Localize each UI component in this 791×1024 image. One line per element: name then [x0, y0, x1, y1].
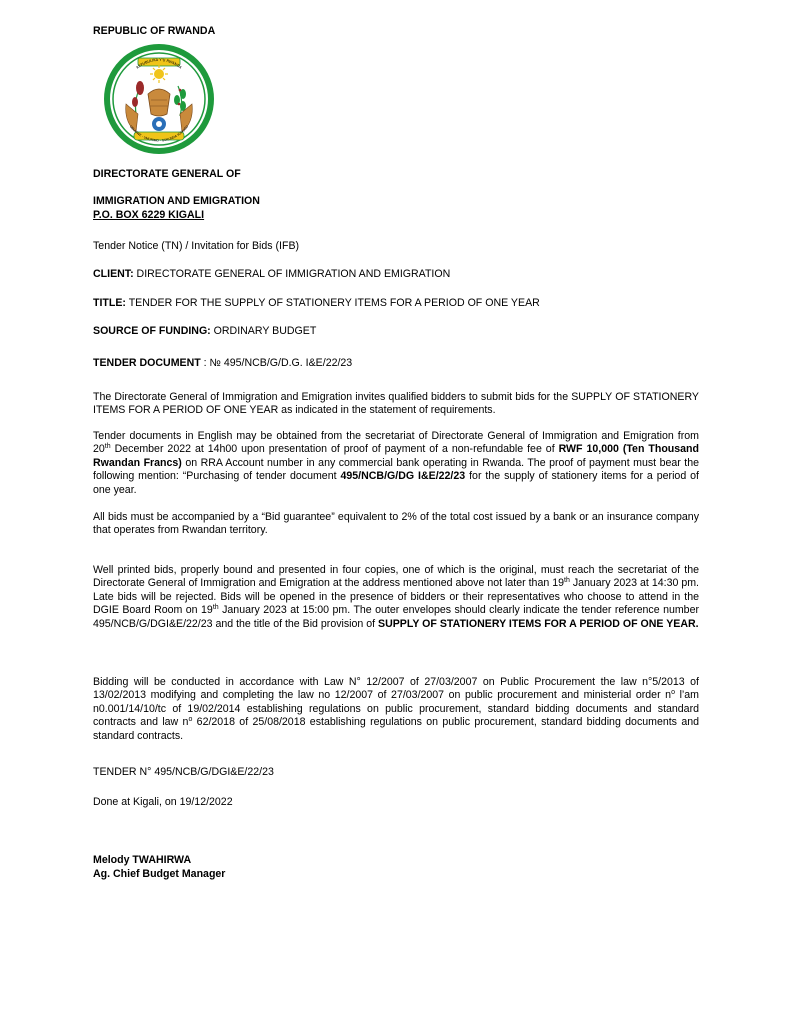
p2-text-a: Tender documents in English may be obtained from the secretariat of Directorate General of Immigration and Emigration from 20: [93, 430, 699, 456]
notice-type: Tender Notice (TN) / Invitation for Bids (IFB): [93, 240, 300, 252]
p4-bid-title: SUPPLY OF STATIONERY ITEMS FOR A PERIOD OF ONE YEAR.: [378, 617, 699, 630]
country-heading: REPUBLIC OF RWANDA: [93, 25, 216, 37]
paragraph-invitation: The Directorate General of Immigration and Emigration invites qualified bidders to submit bids for the SUPPLY OF STATIONERY ITEMS FOR A PERIOD OF ONE YEAR as indicated in the statement of requirements.: [93, 391, 699, 417]
tender-document-value: : № 495/NCB/G/D.G. I&E/22/23: [200, 357, 353, 369]
p2-text-b: December 2022 at 14h00 upon presentation of proof of payment of a non-refundable fee of: [110, 443, 559, 456]
client-label: CLIENT:: [93, 268, 134, 280]
client-line: [93, 268, 450, 281]
title-value: TENDER FOR THE SUPPLY OF STATIONERY ITEMS FOR A PERIOD OF ONE YEAR: [125, 297, 540, 309]
p2-text-c: on RRA Account number in any commercial bank operating in Rwanda. The proof of payment must bear the following mention: “Purchasing of tender document: [93, 456, 699, 483]
p5-sup-2: o: [188, 716, 193, 724]
p5-text-b: l’am n0.001/14/10/tc of 19/02/2014 establishing regulations on public procurement, standard bidding documents and standard contracts and law n: [93, 689, 699, 729]
p4-sup-2: th: [212, 604, 219, 612]
p4-sup-1: th: [564, 577, 570, 585]
svg-text:UBUMWE - UMURIMO - GUKUNDA IGI: UBUMWE - UMURIMO - GUKUNDA IGIHUGU: [128, 124, 190, 143]
directorate-line-1: DIRECTORATE GENERAL OF: [93, 168, 241, 180]
tender-document-label: TENDER DOCUMENT: [93, 357, 201, 369]
p5-sup-1: o: [671, 689, 675, 697]
p4-text-c: January 2023 at 15:00 pm. The outer envelopes should clearly indicate the tender reference number 495/NCB/G/DGI&E/22/23 and the title of the Bid provision of: [93, 604, 699, 630]
p2-sup: th: [104, 443, 111, 451]
title-label: TITLE:: [93, 297, 126, 309]
client-value: DIRECTORATE GENERAL OF IMMIGRATION AND EMIGRATION: [133, 268, 451, 280]
paragraph-documents: [93, 430, 699, 497]
title-line: [93, 297, 540, 310]
signatory-name: Melody TWAHIRWA: [93, 854, 192, 866]
paragraph-legal: [93, 676, 699, 743]
funding-label: SOURCE OF FUNDING:: [93, 325, 211, 337]
p2-text-d: for the supply of stationery items for a period of one year.: [93, 470, 699, 496]
funding-value: ORDINARY BUDGET: [210, 325, 317, 337]
p4-text-a: Well printed bids, properly bound and presented in four copies, one of which is the original, must reach the secretariat of the Directorate General of Immigration and Emigration at the address mentioned above not later than 19: [93, 564, 699, 590]
tender-reference: 495/NCB/G/DG I&E/22/23: [340, 470, 466, 483]
paragraph-bid-guarantee: All bids must be accompanied by a “Bid guarantee” equivalent to 2% of the total cost issued by a bank or an insurance company that operates from Rwandan territory.: [93, 511, 699, 537]
done-at: Done at Kigali, on 19/12/2022: [93, 796, 233, 808]
svg-text:REPUBULIKA Y'U RWANDA: REPUBULIKA Y'U RWANDA: [135, 57, 183, 70]
funding-line: [93, 325, 316, 338]
fee-amount: RWF 10,000 (Ten Thousand Rwandan Francs): [93, 443, 699, 469]
paragraph-submission: [93, 564, 699, 631]
p4-text-b: January 2023 at 14:30 pm. Late bids will be rejected. Bids will be opened in the presence of bidders or their representatives who choose to attend in the DGIE Board Room on 19: [93, 577, 699, 617]
p5-text-a: Bidding will be conducted in accordance with Law N° 12/2007 of 27/03/2007 on Public Procurement the law n°5/2013 of 13/02/2013 modifying and completing the law no 12/2007 of 27/03/2007 on public procurement and ministerial order n: [93, 676, 699, 702]
tender-document-line: [93, 357, 352, 370]
signatory-title: Ag. Chief Budget Manager: [93, 868, 226, 880]
p5-text-c: 62/2018 of 25/08/2018 establishing regulations on public procurement, standard bidding documents and standard contracts.: [93, 716, 699, 742]
po-box: P.O. BOX 6229 KIGALI: [93, 209, 205, 221]
directorate-line-2: IMMIGRATION AND EMIGRATION: [93, 195, 260, 207]
rwanda-emblem-icon: [104, 44, 214, 154]
tender-number: TENDER N° 495/NCB/G/DGI&E/22/23: [93, 766, 274, 778]
